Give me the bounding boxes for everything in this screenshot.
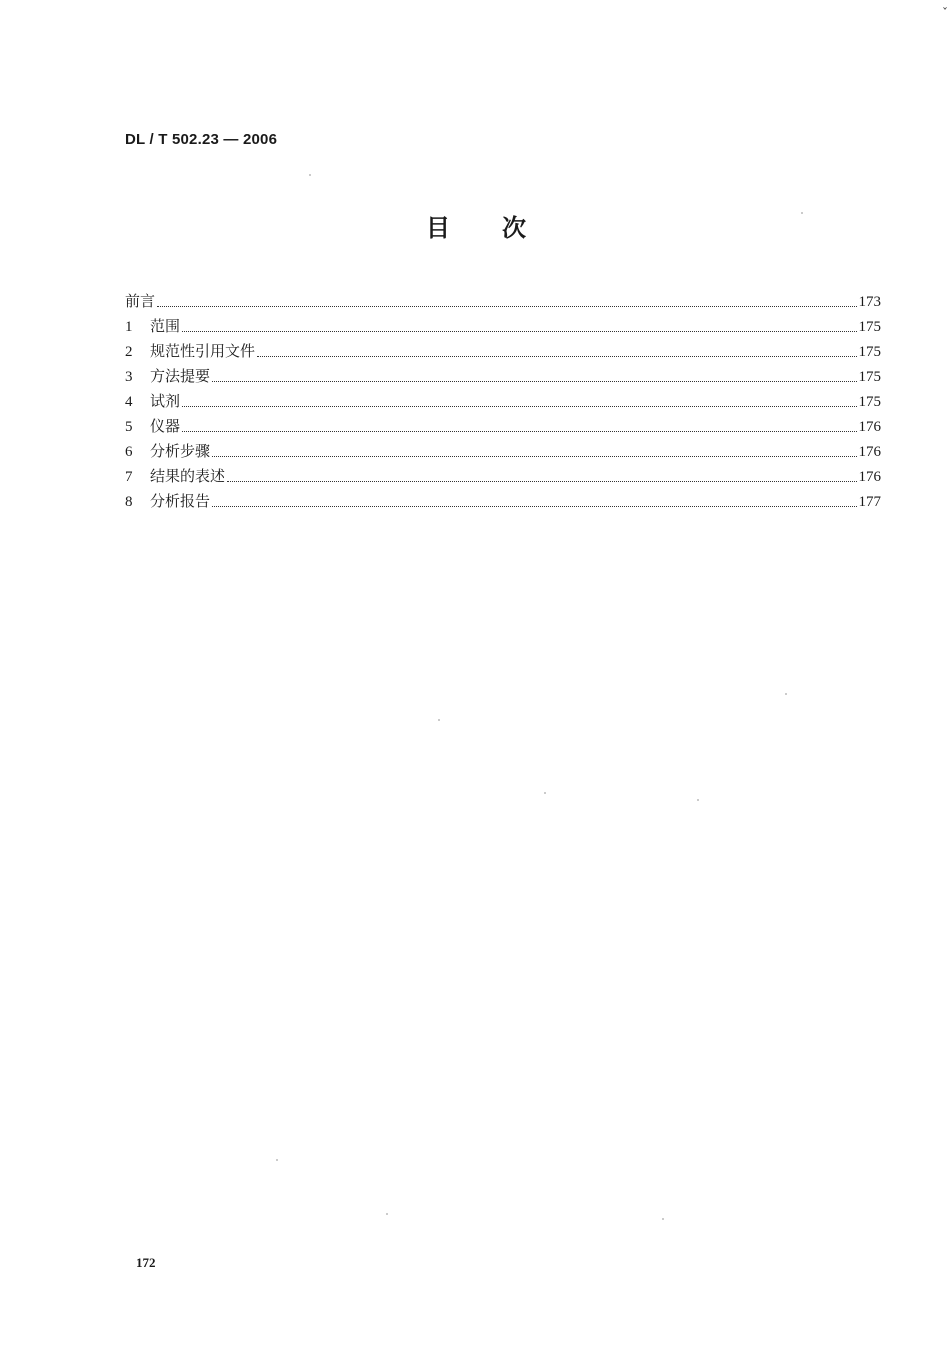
- toc-page: 173: [858, 294, 881, 310]
- toc-entry-5[interactable]: [125, 414, 881, 439]
- toc-number: 5: [125, 419, 133, 435]
- toc-number: 6: [125, 444, 133, 460]
- toc-entry-7[interactable]: [125, 464, 881, 489]
- table-of-contents: [125, 289, 881, 514]
- scan-speck: [785, 693, 787, 695]
- toc-page: 175: [858, 344, 881, 360]
- scan-speck: [276, 1159, 278, 1161]
- toc-page: 175: [858, 369, 881, 385]
- leader-dots: [157, 305, 856, 307]
- toc-entry-3[interactable]: [125, 364, 881, 389]
- toc-entry-8[interactable]: [125, 489, 881, 514]
- toc-label: 仪器: [150, 417, 181, 435]
- leader-dots: [182, 405, 856, 407]
- scan-speck: [386, 1213, 388, 1215]
- toc-page: 176: [858, 444, 881, 460]
- toc-entry-2[interactable]: [125, 339, 881, 364]
- leader-dots: [257, 355, 856, 357]
- scan-speck: [801, 212, 803, 214]
- toc-entry-6[interactable]: [125, 439, 881, 464]
- scan-speck: [662, 1218, 664, 1220]
- toc-entry-1[interactable]: [125, 314, 881, 339]
- leader-dots: [212, 380, 856, 382]
- leader-dots: [212, 505, 856, 507]
- toc-entry-preface[interactable]: [125, 289, 881, 314]
- toc-label: 分析步骤: [150, 442, 211, 460]
- scan-mark-icon: ˇ: [942, 6, 948, 20]
- leader-dots: [182, 330, 856, 332]
- toc-label: 范围: [150, 317, 181, 335]
- toc-number: 7: [125, 469, 133, 485]
- scan-speck: [697, 799, 699, 801]
- toc-label: 试剂: [150, 392, 181, 410]
- toc-page: 175: [858, 394, 881, 410]
- toc-label: 结果的表述: [150, 467, 226, 485]
- page-title: 目次: [426, 214, 578, 242]
- toc-label: 分析报告: [150, 492, 211, 510]
- toc-label: 方法提要: [150, 367, 211, 385]
- toc-label: 规范性引用文件: [150, 342, 256, 360]
- scan-speck: [309, 174, 311, 176]
- toc-page: 177: [858, 494, 881, 510]
- leader-dots: [182, 430, 856, 432]
- standard-code: DL / T 502.23 — 2006: [125, 131, 278, 148]
- scan-speck: [544, 792, 546, 794]
- scan-speck: [438, 719, 440, 721]
- toc-number: 8: [125, 494, 133, 510]
- toc-page: 175: [858, 319, 881, 335]
- toc-number: 1: [125, 319, 133, 335]
- page-number: 172: [136, 1255, 156, 1270]
- toc-label: 前言: [125, 292, 156, 310]
- toc-number: 3: [125, 369, 133, 385]
- toc-number: 2: [125, 344, 133, 360]
- toc-entry-4[interactable]: [125, 389, 881, 414]
- toc-number: 4: [125, 394, 133, 410]
- leader-dots: [212, 455, 856, 457]
- toc-page: 176: [858, 469, 881, 485]
- toc-page: 176: [858, 419, 881, 435]
- leader-dots: [227, 480, 856, 482]
